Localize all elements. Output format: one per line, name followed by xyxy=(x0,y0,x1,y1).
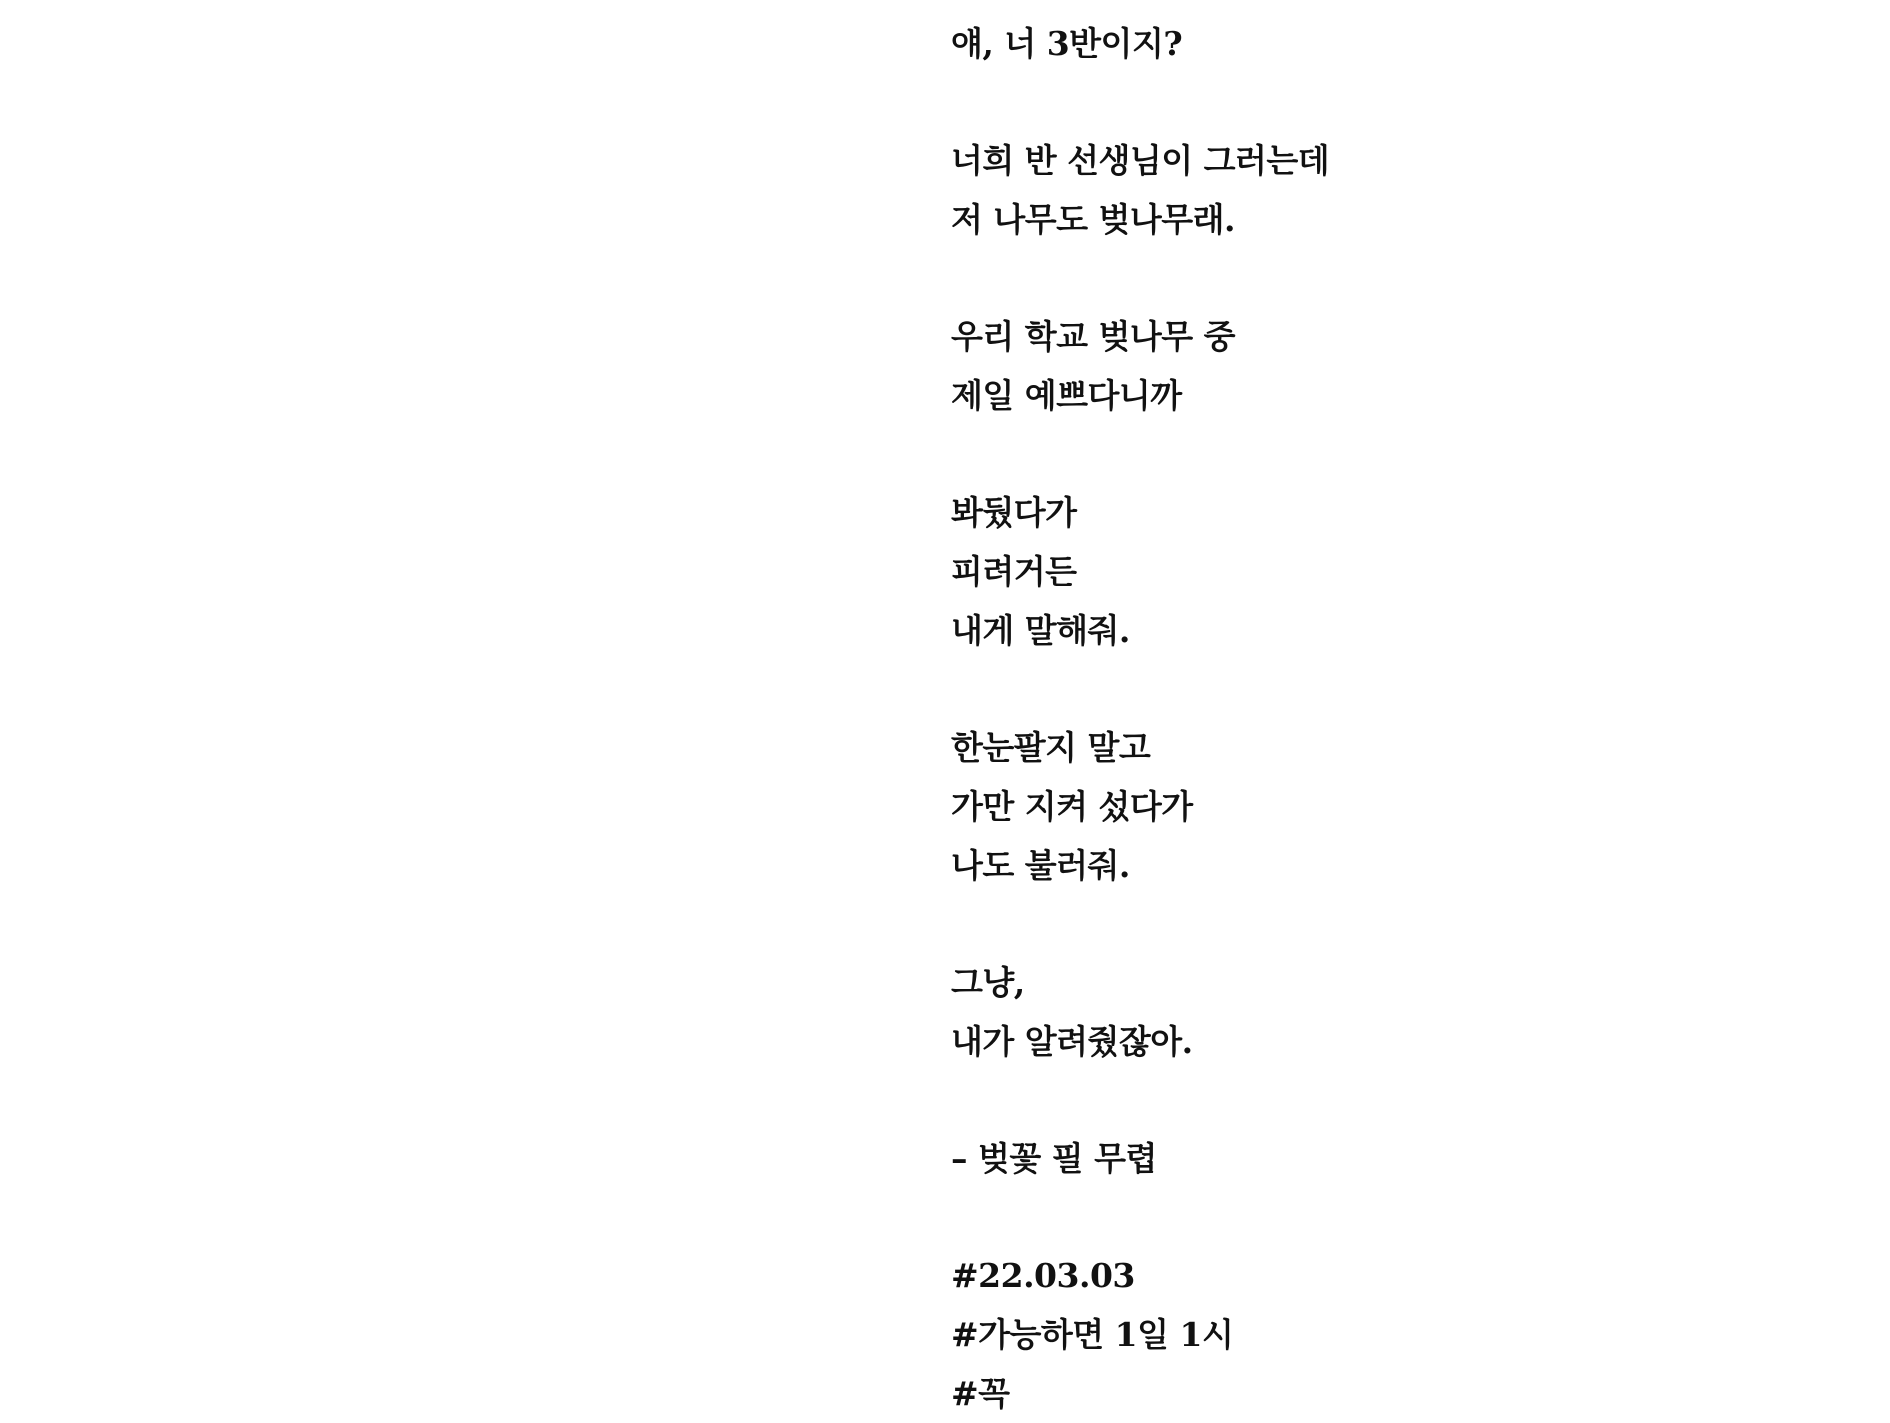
poem-line: 우리 학교 벚나무 중 xyxy=(951,317,1235,356)
hashtag-list xyxy=(951,1246,1751,1423)
poem-line: 나도 불러줘. xyxy=(951,846,1130,885)
stanza-gap xyxy=(951,73,1751,131)
stanza-5 xyxy=(951,718,1751,895)
poem-line: 너희 반 선생님이 그러는데 xyxy=(951,141,1330,180)
stanza-3 xyxy=(951,307,1751,425)
poem-line: 피려거든 xyxy=(951,552,1077,591)
stanza-2 xyxy=(951,131,1751,249)
poem-text xyxy=(951,14,1751,1423)
poem-line: 얘, 너 3반이지? xyxy=(951,24,1183,63)
stanza-4 xyxy=(951,483,1751,660)
poem-line: 내게 말해줘. xyxy=(951,611,1130,650)
hashtag: #가능하면 1일 1시 xyxy=(951,1315,1234,1354)
stanza-gap xyxy=(951,660,1751,718)
poem-title-line: – 벚꽃 필 무렵 xyxy=(951,1139,1157,1178)
stanza-gap xyxy=(951,249,1751,307)
poem-line: 그냥, xyxy=(951,963,1025,1002)
poem-line: 가만 지켜 섰다가 xyxy=(951,787,1193,826)
stanza-gap xyxy=(951,895,1751,953)
poem-line: 제일 예쁘다니까 xyxy=(951,376,1182,415)
stanza-1 xyxy=(951,14,1751,73)
poem-line: 저 나무도 벚나무래. xyxy=(951,200,1235,239)
poem-line: 봐뒀다가 xyxy=(951,493,1077,532)
poem-line: 내가 알려줬잖아. xyxy=(951,1022,1193,1061)
stanza-6 xyxy=(951,953,1751,1071)
hashtag: #22.03.03 xyxy=(951,1256,1135,1295)
stanza-gap xyxy=(951,425,1751,483)
stanza-gap xyxy=(951,1188,1751,1246)
poem-line: 한눈팔지 말고 xyxy=(951,728,1151,767)
stanza-gap xyxy=(951,1071,1751,1129)
hashtag: #꼭 xyxy=(951,1374,1010,1413)
